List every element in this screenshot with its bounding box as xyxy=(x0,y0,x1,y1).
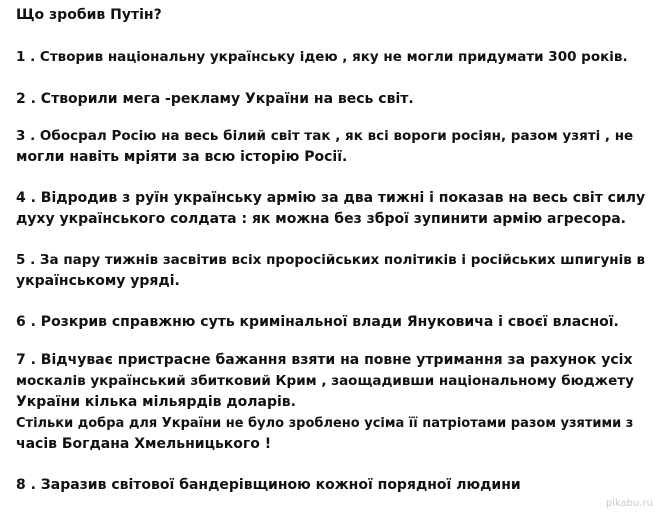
list-item-5-line-2: українському уряді. xyxy=(16,273,180,289)
watermark: pikabu.ru xyxy=(605,498,653,509)
list-item-2-line-1: 2 . Створили мега -рекламу України на весь світ. xyxy=(16,91,414,107)
list-item-3-line-1: 3 . Обосрал Росію на весь білий світ так , як всі вороги росіян, разом узяті , не xyxy=(16,128,634,144)
list-item-8-line-1: 8 . Заразив світової бандерівщиною кожної порядної людини xyxy=(16,477,521,493)
list-item-7-line-1: 7 . Відчуває пристрасне бажання взяти на повне утримання за рахунок усіх xyxy=(16,352,633,368)
list-item-7-line-3: України кілька мільярдів доларів. xyxy=(16,394,296,410)
list-item-4-line-1: 4 . Відродив з руїн українську армію за два тижні і показав на весь світ силу xyxy=(16,190,646,206)
list-item-7-line-4: Стільки добра для України не було зроблено усіма її патріотами разом узятими з xyxy=(16,416,634,431)
list-item-1-line-1: 1 . Створив національну українську ідею , яку не могли придумати 300 років. xyxy=(16,49,628,65)
list-item-7-line-5: часів Богдана Хмельницького ! xyxy=(16,436,272,452)
list-item-5-line-1: 5 . За пару тижнів засвітив всіх проросійських політиків і російських шпигунів в xyxy=(16,252,646,268)
list-item-6-line-1: 6 . Розкрив справжню суть кримінальної влади Януковича і своєї власної. xyxy=(16,314,619,330)
list-item-3-line-2: могли навіть мріяти за всю історію Росії. xyxy=(16,149,348,165)
list-item-4-line-2: духу українського солдата : як можна без зброї зупинити армію агресора. xyxy=(16,211,626,227)
document-title: Що зробив Путін? xyxy=(16,7,162,23)
list-item-7-line-2: москалів український збитковий Крим , заощадивши національному бюджету xyxy=(16,373,634,389)
